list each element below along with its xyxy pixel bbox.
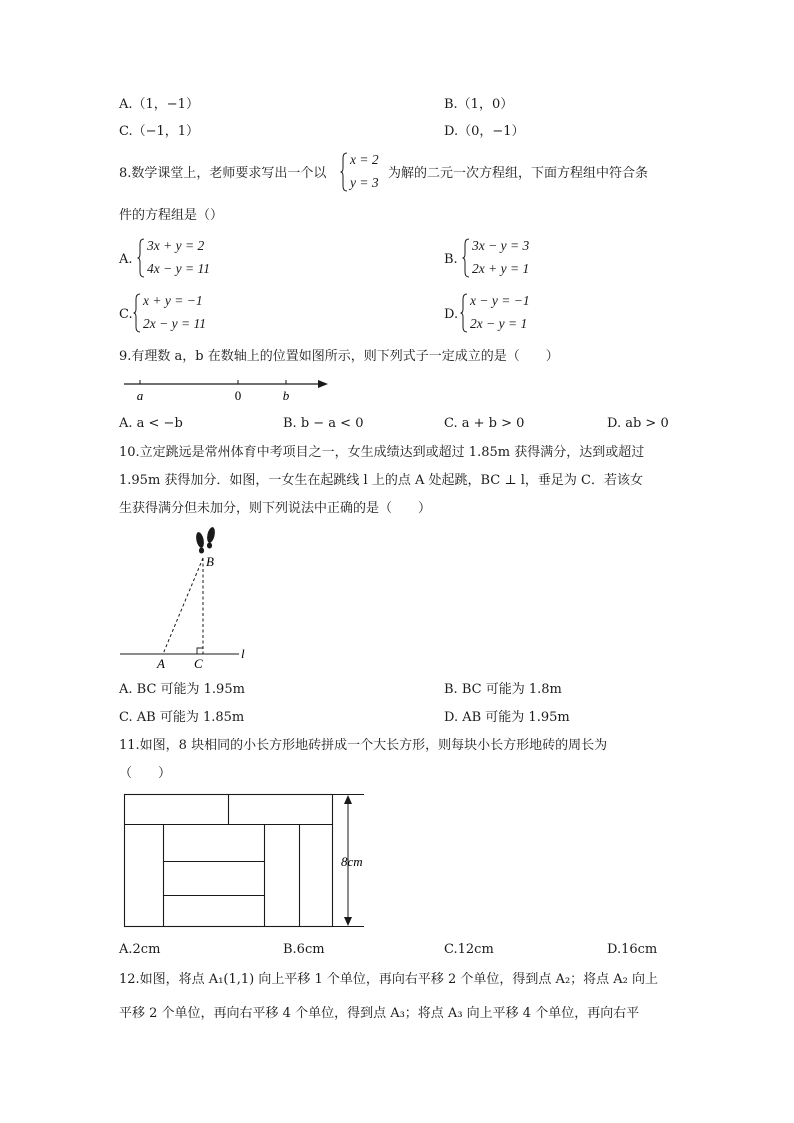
number-line-figure — [118, 372, 338, 404]
q10-option-a: A. BC 可能为 1.95m — [119, 682, 245, 697]
q9-option-a: A. a < −b — [119, 416, 183, 431]
q11-stem-line1: 11.如图，8 块相同的小长方形地砖拼成一个大长方形，则每块小长方形地砖的周长为 — [119, 738, 608, 753]
q8-option-d-row2: 2x − y = 1 — [470, 316, 528, 331]
point-b-label: B — [206, 554, 214, 569]
q8-option-d-system — [460, 293, 570, 335]
q11-option-a: A.2cm — [119, 942, 161, 957]
q10-stem-line2: 1.95m 获得加分．如图，一女生在起跳线 l 上的点 A 处起跳，BC ⊥ l，垂足为 C．若该女 — [119, 473, 643, 488]
q8-option-b-row1: 3x − y = 3 — [472, 238, 530, 253]
arrow-up-icon — [344, 795, 352, 804]
q12-stem-line2: 平移 2 个单位，再向右平移 4 个单位，得到点 A₃；将点 A₃ 向上平移 4 个单位，再向右平 — [119, 1006, 640, 1021]
q8-option-c-row1: x + y = −1 — [143, 293, 203, 308]
arrow-down-icon — [344, 917, 352, 926]
number-line-label-a: a — [136, 388, 144, 403]
long-jump-figure — [115, 525, 265, 673]
line-l-label: l — [241, 646, 245, 661]
q8-option-a-system — [137, 238, 247, 280]
arrow-icon — [318, 380, 328, 388]
brace-icon — [137, 238, 145, 278]
q10-stem-line3: 生获得满分但未加分，则下列说法中正确的是（ ） — [119, 501, 432, 516]
q8-option-a-row1: 3x + y = 2 — [147, 238, 205, 253]
q10-option-d: D. AB 可能为 1.95m — [444, 710, 570, 725]
number-line-label-zero: 0 — [234, 388, 242, 403]
tiles-rectangle — [125, 795, 333, 927]
q8-option-b-system — [462, 238, 572, 280]
q8-option-b-label: B. — [444, 252, 458, 267]
point-c-label: C — [194, 656, 203, 671]
q12-stem-line1: 12.如图，将点 A₁(1,1) 向上平移 1 个单位，再向右平移 2 个单位，得到点 A₂；将点 A₂ 向上 — [119, 972, 659, 987]
q8-stem-line2: 件的方程组是（） — [119, 208, 224, 223]
q8-option-b-row2: 2x + y = 1 — [472, 261, 530, 276]
tiles-figure — [118, 788, 378, 934]
height-label: 8cm — [341, 854, 363, 869]
number-line-label-b: b — [282, 388, 290, 403]
q7-option-d: D.（0，−1） — [444, 124, 525, 139]
q11-option-d: D.16cm — [607, 942, 658, 957]
brace-icon — [462, 238, 470, 278]
q8-option-c-label: C. — [119, 307, 133, 322]
q8-given-system — [340, 152, 390, 194]
q8-option-c-row2: 2x − y = 11 — [143, 316, 206, 331]
brace-icon — [460, 293, 468, 333]
q8-stem-end: 为解的二元一次方程组，下面方程组中符合条 — [388, 166, 649, 181]
point-a-label: A — [157, 656, 165, 671]
brace-icon — [340, 152, 348, 192]
q9-option-b: B. b − a < 0 — [283, 416, 364, 431]
q10-stem-line1: 10.立定跳远是常州体育中考项目之一，女生成绩达到或超过 1.85m 获得满分，达到或超过 — [119, 445, 645, 460]
q8-option-d-row1: x − y = −1 — [470, 293, 530, 308]
footprints-icon — [195, 526, 216, 553]
q11-option-c: C.12cm — [444, 942, 494, 957]
q9-stem: 9.有理数 a，b 在数轴上的位置如图所示，则下列式子一定成立的是（ ） — [119, 349, 559, 364]
q8-given-row2: y = 3 — [350, 175, 379, 190]
q8-option-d-label: D. — [444, 307, 459, 322]
q8-given-row1: x = 2 — [350, 152, 379, 167]
q9-option-d: D. ab > 0 — [607, 416, 669, 431]
q8-option-a-label: A. — [119, 252, 133, 267]
brace-icon — [133, 293, 141, 333]
q7-option-a: A.（1，−1） — [119, 97, 199, 112]
right-angle-mark — [197, 648, 203, 654]
q7-option-b: B.（1，0） — [444, 97, 514, 112]
q8-option-a-row2: 4x − y = 11 — [147, 261, 210, 276]
segment-ab — [163, 558, 203, 654]
q8-stem-start: 8.数学课堂上，老师要求写出一个以 — [119, 166, 327, 181]
q10-option-c: C. AB 可能为 1.85m — [119, 710, 245, 725]
q11-stem-line2: （ ） — [119, 766, 172, 781]
q11-option-b: B.6cm — [283, 942, 325, 957]
q9-option-c: C. a + b > 0 — [444, 416, 525, 431]
q8-option-c-system — [133, 293, 243, 335]
q10-option-b: B. BC 可能为 1.8m — [444, 682, 562, 697]
q7-option-c: C.（−1，1） — [119, 124, 200, 139]
